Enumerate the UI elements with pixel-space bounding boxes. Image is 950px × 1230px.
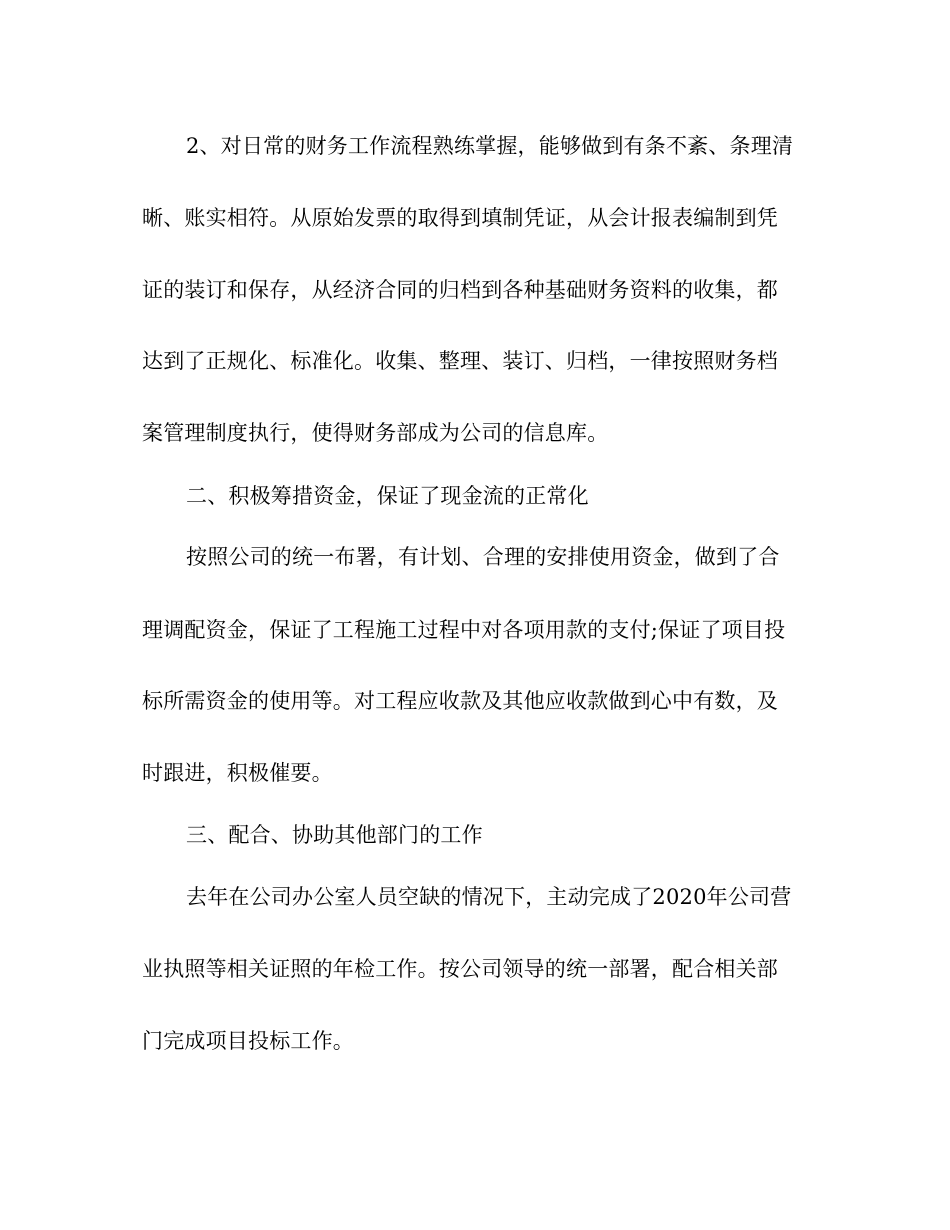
paragraph-1-line-1: 2、对日常的财务工作流程熟练掌握，能够做到有条不紊、条理清 xyxy=(186,134,794,158)
section-heading-3: 三、配合、协助其他部门的工作 xyxy=(186,823,483,847)
paragraph-1-line-5: 案管理制度执行，使得财务部成为公司的信息库。 xyxy=(142,421,609,445)
paragraph-1-line-4: 达到了正规化、标准化。收集、整理、装订、归档，一律按照财务档 xyxy=(142,349,778,373)
paragraph-3-line-3: 门完成项目投标工作。 xyxy=(142,1029,354,1053)
paragraph-3-line-1: 去年在公司办公室人员空缺的情况下，主动完成了2020年公司营 xyxy=(186,885,792,909)
paragraph-2-line-2: 理调配资金，保证了工程施工过程中对各项用款的支付;保证了项目投 xyxy=(142,618,786,642)
paragraph-1-line-2: 晰、账实相符。从原始发票的取得到填制凭证，从会计报表编制到凭 xyxy=(142,206,778,230)
paragraph-1-line-3: 证的装订和保存，从经济合同的归档到各种基础财务资料的收集，都 xyxy=(142,278,778,302)
paragraph-2-line-1: 按照公司的统一布署，有计划、合理的安排使用资金，做到了合 xyxy=(186,545,780,569)
section-heading-2: 二、积极筹措资金，保证了现金流的正常化 xyxy=(186,484,589,508)
paragraph-2-line-3: 标所需资金的使用等。对工程应收款及其他应收款做到心中有数，及 xyxy=(142,689,778,713)
paragraph-2-line-4: 时跟进，积极催要。 xyxy=(142,761,333,785)
paragraph-3-line-2: 业执照等相关证照的年检工作。按公司领导的统一部署，配合相关部 xyxy=(142,957,778,981)
